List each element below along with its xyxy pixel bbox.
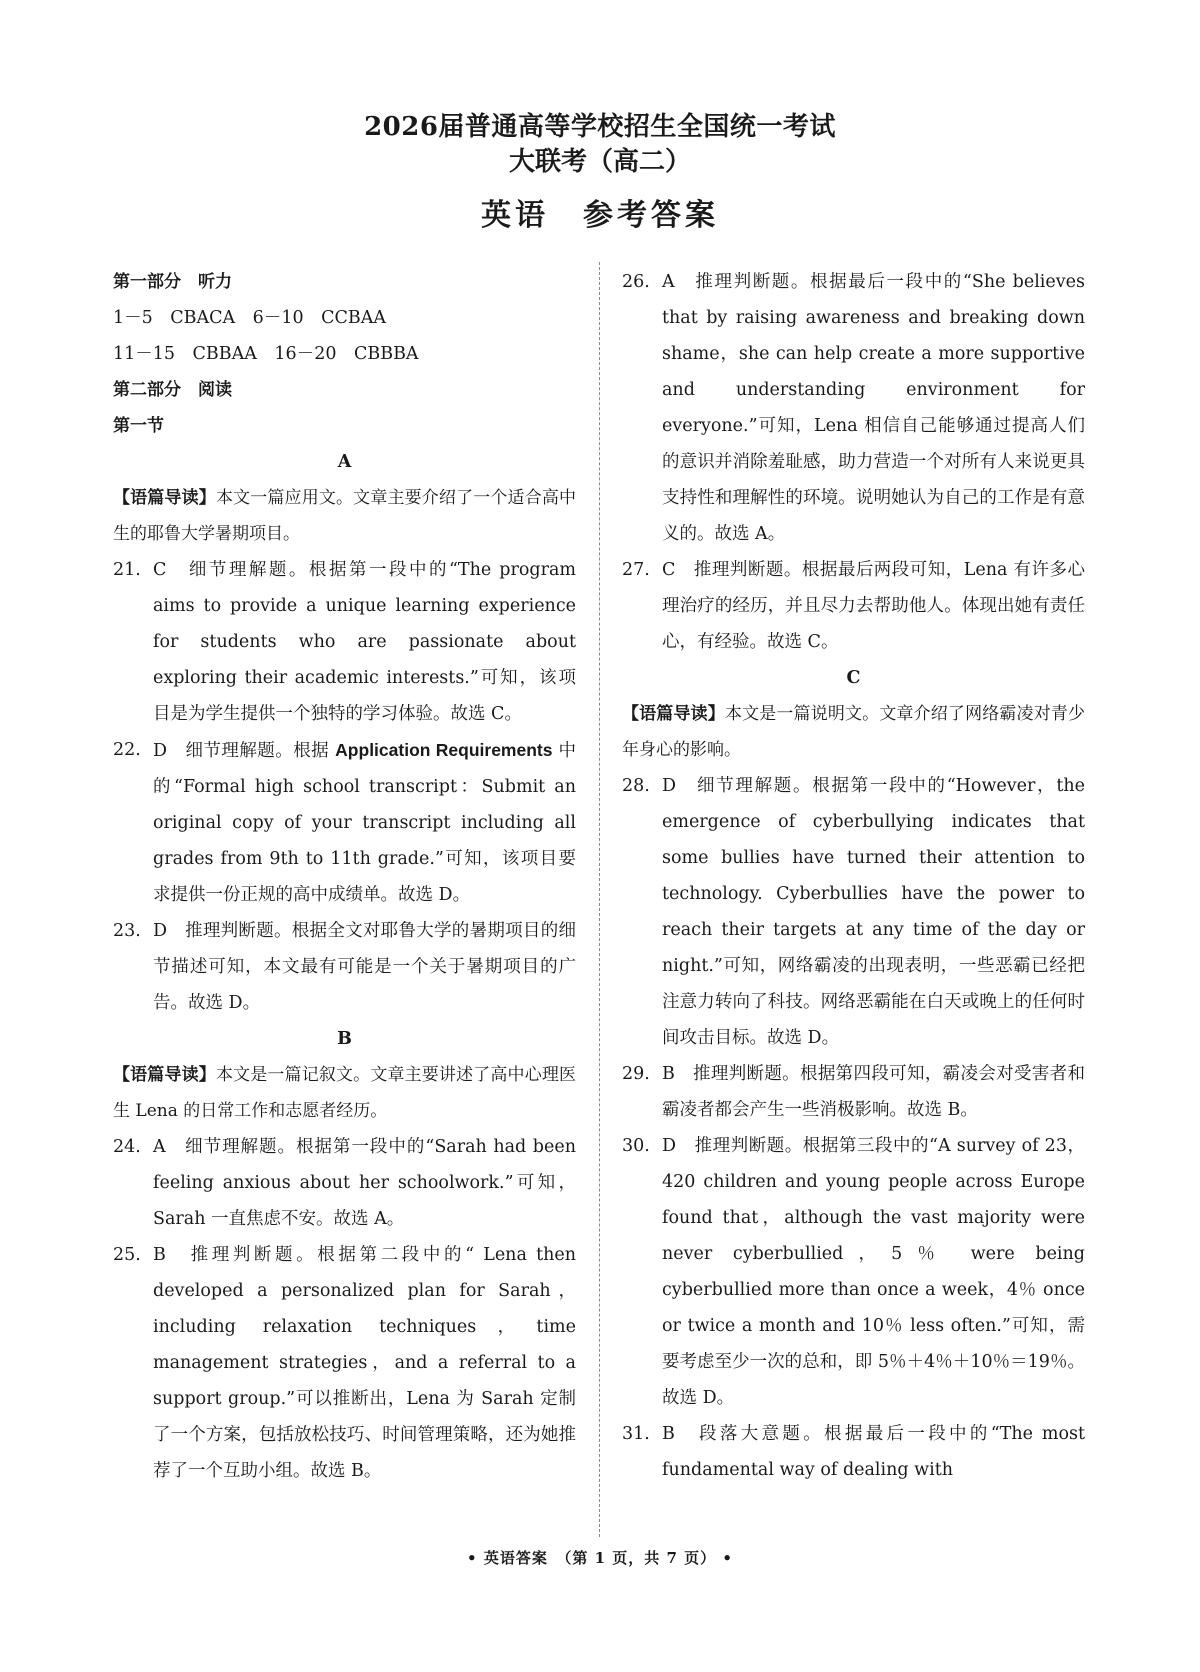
item-number: 23.: [113, 921, 141, 941]
answer-item-25: [113, 1237, 576, 1489]
item-number: 27.: [622, 560, 650, 580]
passage-a-heading: A: [337, 452, 352, 472]
passage-b-guide: [113, 1057, 576, 1129]
subject-label: 英语: [481, 198, 549, 233]
explanation-text: D 细节理解题。根据: [153, 741, 336, 761]
document-title: [0, 194, 1200, 238]
item-explanation: B 推理判断题。根据第四段可知，霸凌会对受害者和霸凌者都会产生一些消极影响。故选 B。: [662, 1064, 1085, 1120]
item-number: 30.: [622, 1136, 650, 1156]
emphasis-text: Application Requirements: [335, 740, 553, 760]
item-number: 22.: [113, 740, 141, 760]
item-number: 31.: [622, 1424, 650, 1444]
item-number: 25.: [113, 1245, 141, 1265]
answer-item-21: [113, 552, 576, 732]
column-divider: [599, 262, 600, 1537]
explanation-text: 中的“Formal high school transcript：Submit an original copy of your transcript including all grades from 9th to 11th grade.”可知，该项目要求提供一份正规的高中成绩单。故选 D。: [153, 741, 576, 905]
doc-type-label: 参考答案: [583, 198, 719, 233]
part2-heading: 第二部分 阅读: [113, 380, 232, 400]
answer-item-27: [622, 552, 1085, 660]
item-explanation: D 推理判断题。根据全文对耶鲁大学的暑期项目的细节描述可知，本文最有可能是一个关于暑期项目的广告。故选 D。: [153, 921, 576, 1013]
right-column: [622, 264, 1085, 1488]
item-explanation: B 推理判断题。根据第二段中的“ Lena then developed a personalized plan for Sarah，including relaxation techniques，time management strategies，and a referral to a support group.”可以推断出，Lena 为 Sarah 定制了一个方案，包括放松技巧、时间管理策略，还为她推荐了一个互助小组。故选 B。: [153, 1245, 576, 1481]
item-explanation: [153, 732, 576, 913]
guide-tag: 【语篇导读】: [113, 488, 216, 508]
item-explanation: C 细节理解题。根据第一段中的“The program aims to provide a unique learning experience for students who are passionate about exploring their academic interests.”可知，该项目是为学生提供一个独特的学习体验。故选 C。: [153, 560, 576, 724]
item-explanation: D 细节理解题。根据第一段中的“However，the emergence of cyberbullying indicates that some bullies have turned their attention to technology. Cyberbullies have the power to reach their targets at any time of the day or night.”可知，网络霸凌的出现表明，一些恶霸已经把注意力转向了科技。网络恶霸能在白天或晚上的任何时间攻击目标。故选 D。: [662, 776, 1085, 1048]
answer-item-30: [622, 1128, 1085, 1416]
guide-text: 本文一篇应用文。文章主要介绍了一个适合高中生的耶鲁大学暑期项目。: [113, 488, 577, 544]
answer-item-28: [622, 768, 1085, 1056]
answer-item-29: [622, 1056, 1085, 1128]
exam-subtitle: 大联考（高二）: [508, 147, 691, 177]
guide-tag: 【语篇导读】: [113, 1065, 216, 1085]
section1-heading: 第一节: [113, 416, 164, 436]
answer-item-31: [622, 1416, 1085, 1488]
part1-heading: 第一部分 听力: [113, 272, 232, 292]
item-number: 29.: [622, 1064, 650, 1084]
guide-tag: 【语篇导读】: [622, 704, 725, 724]
item-explanation: B 段落大意题。根据最后一段中的“The most fundamental way of dealing with: [662, 1424, 1085, 1480]
item-explanation: C 推理判断题。根据最后两段可知，Lena 有许多心理治疗的经历，并且尽力去帮助他人。体现出她有责任心，有经验。故选 C。: [662, 560, 1085, 652]
answer-item-26: [622, 264, 1085, 552]
item-explanation: A 细节理解题。根据第一段中的“Sarah had been feeling anxious about her schoolwork.”可知，Sarah 一直焦虑不安。故选 A。: [153, 1137, 576, 1229]
item-number: 26.: [622, 272, 650, 292]
answer-item-24: [113, 1129, 576, 1237]
exam-title: 2026届普通高等学校招生全国统一考试: [364, 112, 836, 142]
answer-item-22: [113, 732, 576, 913]
guide-text: 本文是一篇记叙文。文章主要讲述了高中心理医生 Lena 的日常工作和志愿者经历。: [113, 1065, 577, 1121]
passage-a-guide: [113, 480, 576, 552]
listening-answers-1: 1－5 CBACA 6－10 CCBAA: [113, 308, 387, 328]
left-column: [113, 264, 576, 1489]
page-footer: • 英语答案 （第 1 页，共 7 页） •: [467, 1549, 733, 1567]
item-number: 28.: [622, 776, 650, 796]
passage-c-heading: C: [846, 668, 861, 688]
item-explanation: D 推理判断题。根据第三段中的“A survey of 23，420 children and young people across Europe found that，although the vast majority were never cyberbullied，5％ were being cyberbullied more than once a week，4％ once or twice a month and 10％ less often.”可知，需要考虑至少一次的总和，即 5％＋4％＋10％＝19％。故选 D。: [662, 1136, 1085, 1408]
item-number: 21.: [113, 560, 141, 580]
guide-text: 本文是一篇说明文。文章介绍了网络霸凌对青少年身心的影响。: [622, 704, 1086, 760]
passage-b-heading: B: [337, 1029, 352, 1049]
answer-item-23: [113, 913, 576, 1021]
item-explanation: A 推理判断题。根据最后一段中的“She believes that by raising awareness and breaking down shame，she can help create a more supportive and understanding environment for everyone.”可知，Lena 相信自己能够通过提高人们的意识并消除羞耻感，助力营造一个对所有人来说更具支持性和理解性的环境。说明她认为自己的工作是有意义的。故选 A。: [662, 272, 1085, 544]
listening-answers-2: 11－15 CBBAA 16－20 CBBBA: [113, 344, 419, 364]
passage-c-guide: [622, 696, 1085, 768]
item-number: 24.: [113, 1137, 141, 1157]
exam-header: [0, 110, 1200, 238]
